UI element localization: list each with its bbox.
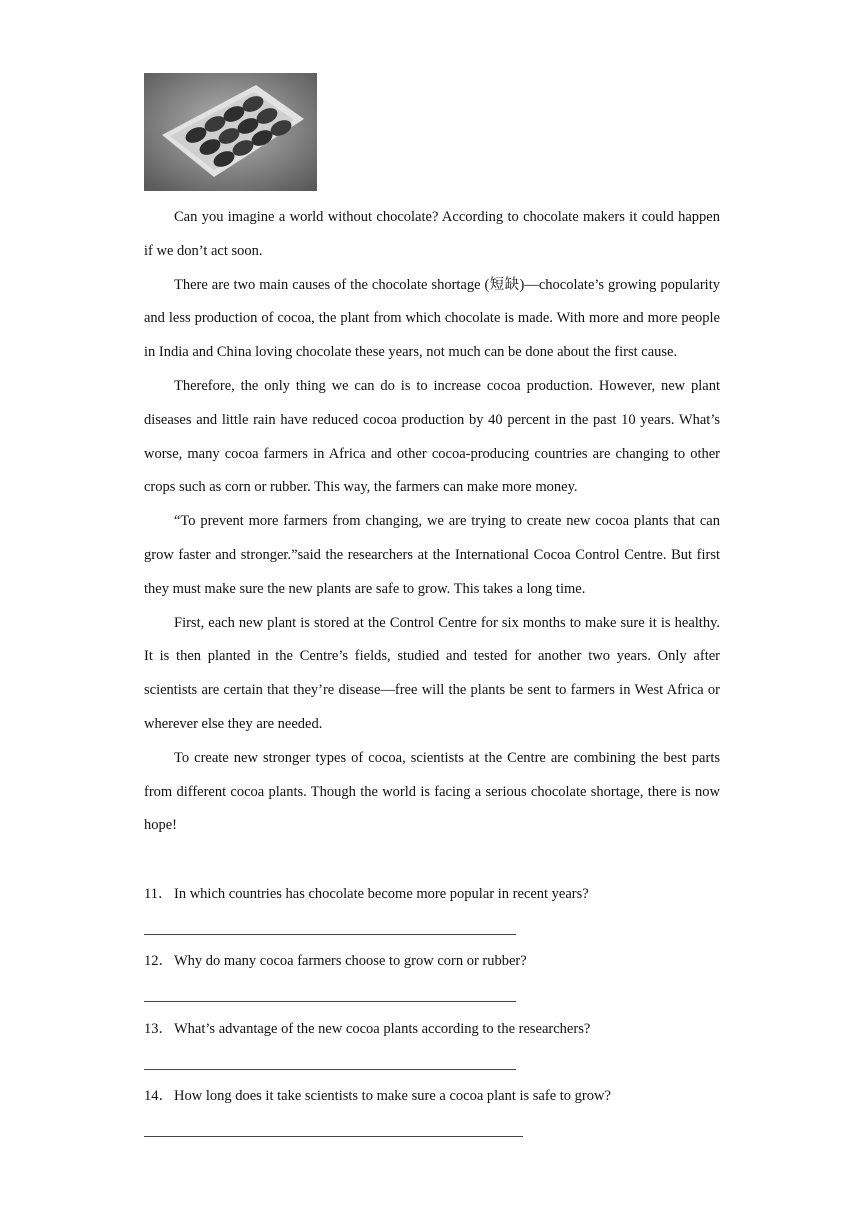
question-text: How long does it take scientists to make sure a cocoa plant is safe to grow?	[174, 1088, 611, 1104]
answer-line[interactable]	[144, 1069, 516, 1070]
question-number: 13．	[144, 1021, 173, 1037]
passage-paragraph: Can you imagine a world without chocolate? According to chocolate makers it could happen if we don’t act soon.	[144, 209, 720, 259]
question-text: Why do many cocoa farmers choose to grow corn or rubber?	[174, 953, 527, 969]
question-number: 12．	[144, 953, 173, 969]
passage-paragraph: To create new stronger types of cocoa, scientists at the Centre are combining the best parts from different cocoa plants. Though the world is facing a serious chocolate shortage, there is now hope!	[144, 749, 720, 834]
question-number: 11．	[144, 886, 173, 902]
answer-line[interactable]	[144, 934, 516, 935]
question-text: In which countries has chocolate become more popular in recent years?	[174, 886, 589, 902]
passage-paragraph: First, each new plant is stored at the Control Centre for six months to make sure it is healthy. It is then planted in the Centre’s fields, studied and tested for another two years. Only after scientists are certain that they’re disease—free will the plants be sent to farmers in West Africa or wherever else they are needed.	[144, 614, 720, 732]
question-12	[144, 951, 720, 971]
chocolate-tray-photo	[144, 73, 317, 191]
passage-paragraph: Therefore, the only thing we can do is to increase cocoa production. However, new plant diseases and little rain have reduced cocoa production by 40 percent in the past 10 years. What’s worse, many cocoa farmers in Africa and other cocoa-producing countries are changing to other crops such as corn or rubber. This way, the farmers can make more money.	[144, 377, 720, 496]
answer-line[interactable]	[144, 1136, 523, 1137]
question-number: 14．	[144, 1088, 173, 1104]
reading-passage	[144, 201, 720, 843]
question-13	[144, 1019, 720, 1039]
question-11	[144, 884, 720, 904]
question-text: What’s advantage of the new cocoa plants according to the researchers?	[174, 1021, 591, 1037]
chocolate-tray-image	[144, 73, 317, 191]
question-14	[144, 1086, 720, 1106]
answer-line[interactable]	[144, 1001, 516, 1002]
passage-paragraph: “To prevent more farmers from changing, we are trying to create new cocoa plants that can grow faster and stronger.”said the researchers at the International Cocoa Control Centre. But first they must make sure the new plants are safe to grow. This takes a long time.	[144, 513, 720, 597]
passage-paragraph: There are two main causes of the chocolate shortage (短缺)—chocolate’s growing popularity and less production of cocoa, the plant from which chocolate is made. With more and more people in India and China loving chocolate these years, not much can be done about the first cause.	[144, 276, 720, 361]
